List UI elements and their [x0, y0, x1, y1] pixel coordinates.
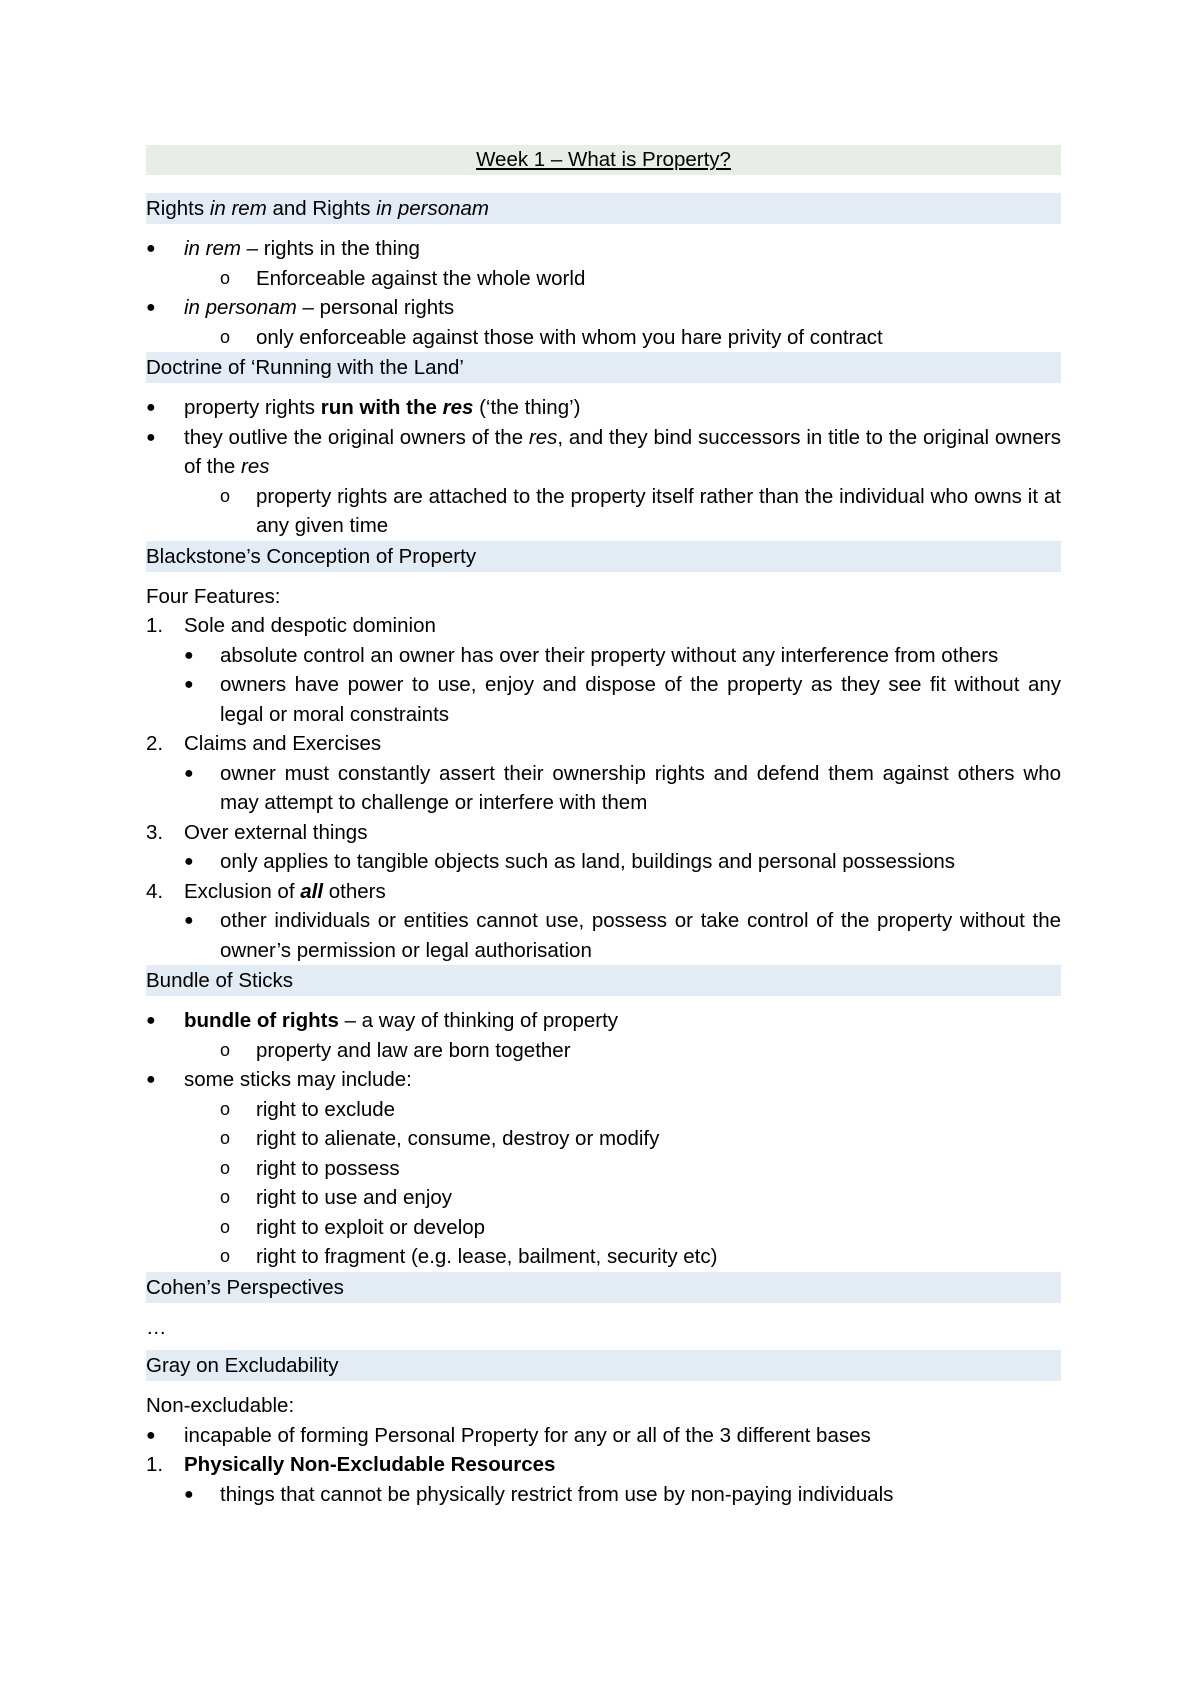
bullet-disc-icon: ● [184, 764, 194, 782]
heading-italic: in rem [209, 197, 267, 220]
numbered-item [146, 877, 1061, 907]
list-item-text: some sticks may include: [184, 1068, 412, 1091]
bullet-circle-icon: o [220, 1128, 231, 1148]
numbered-item-text: Claims and Exercises [184, 732, 382, 755]
heading-text: Rights [146, 197, 210, 220]
document-content [146, 145, 1061, 1509]
numbered-item [146, 818, 1061, 848]
section-heading-gray: Gray on Excludability [146, 1350, 1061, 1381]
bullet-disc-icon: ● [184, 912, 194, 929]
list-item [146, 906, 1061, 965]
list-item-italic: in rem [184, 237, 241, 260]
bullet-disc-icon: ● [146, 1071, 156, 1088]
sub-list-item-text: right to exploit or develop [256, 1215, 486, 1239]
list-item-text: other individuals or entities cannot use, possess or take control of the property without the owner’s permission or legal authorisation [220, 909, 1061, 962]
bullet-circle-icon: o [220, 267, 231, 288]
heading-italic: in personam [376, 197, 489, 220]
bullet-circle-icon: o [220, 1157, 231, 1178]
bullet-circle-icon: o [220, 1039, 231, 1060]
bullet-circle-icon: o [220, 1098, 231, 1119]
section-heading-rights [146, 193, 1061, 224]
sub-list-item-text: property and law are born together [256, 1038, 571, 1062]
numbered-item [146, 729, 1061, 759]
list-item-text: they outlive the original owners of the [184, 425, 529, 449]
list-item [146, 393, 1061, 423]
sub-list-item-text: right to possess [256, 1156, 400, 1180]
list-item-bold: bundle of rights [184, 1009, 339, 1032]
sub-list-item [146, 1036, 1061, 1066]
list-item-text: absolute control an owner has over their property without any interference from others [220, 643, 999, 667]
list-item-text: owners have power to use, enjoy and dispose of the property as they see fit without any legal or moral constraints [220, 673, 1061, 726]
numbered-item-text: Sole and despotic dominion [184, 614, 436, 637]
list-item [146, 1421, 1061, 1451]
bullet-disc-icon: ● [184, 676, 194, 693]
list-item-bold-italic: res [442, 396, 474, 419]
numbered-item-bold: Physically Non-Excludable Resources [184, 1453, 556, 1476]
numbered-item-text: Over external things [184, 820, 368, 844]
list-item [146, 1065, 1061, 1095]
section-body: … [146, 1315, 167, 1339]
list-item [146, 1480, 1061, 1510]
item-number: 1. [146, 614, 164, 637]
bullet-circle-icon: o [220, 1216, 231, 1237]
numbered-item-text: others [323, 879, 386, 903]
sub-list-item-text: right to fragment (e.g. lease, bailment, security etc) [256, 1245, 718, 1268]
list-item-bold: run with the [320, 396, 443, 419]
sub-list-item [146, 1213, 1061, 1243]
heading-text: and Rights [266, 197, 377, 220]
numbered-item-text: Exclusion of [184, 879, 301, 903]
list-item-italic: res [528, 425, 558, 449]
list-item-text: things that cannot be physically restrict from use by non-paying individuals [220, 1482, 894, 1506]
sub-list-item [146, 323, 1061, 353]
bullet-disc-icon: ● [146, 399, 156, 416]
bullet-disc-icon: ● [146, 428, 156, 446]
list-item-italic: res [241, 455, 270, 478]
bullet-disc-icon: ● [184, 1485, 194, 1503]
page-title: Week 1 – What is Property? [146, 145, 1061, 175]
item-number: 4. [146, 879, 164, 903]
bullet-circle-icon: o [220, 1246, 231, 1266]
item-number: 3. [146, 820, 164, 844]
sub-list-item [146, 1095, 1061, 1125]
sub-list-item [146, 1183, 1061, 1213]
list-item-text: – personal rights [296, 296, 455, 319]
list-item-text: owner must constantly assert their ownership rights and defend them against others who may attempt to challenge or interfere with them [220, 761, 1061, 814]
list-item [146, 423, 1061, 482]
bullet-disc-icon: ● [146, 1012, 156, 1029]
list-item-italic: in personam [184, 296, 297, 319]
sub-list-item [146, 1242, 1061, 1272]
section-intro: Non-excludable: [146, 1394, 295, 1417]
numbered-item-bold-italic: all [300, 879, 324, 903]
sub-list-item [146, 482, 1061, 541]
list-item-text: property rights [184, 396, 321, 419]
numbered-item [146, 1450, 1061, 1480]
list-item [146, 1006, 1061, 1036]
numbered-item [146, 611, 1061, 641]
list-item [146, 234, 1061, 264]
bullet-circle-icon: o [220, 485, 231, 506]
sub-list-item [146, 1154, 1061, 1184]
bullet-disc-icon: ● [146, 240, 156, 257]
sub-list-item-text: property rights are attached to the property itself rather than the individual who owns it at any given time [256, 484, 1061, 537]
section-heading-cohen: Cohen’s Perspectives [146, 1272, 1061, 1303]
bullet-disc-icon: ● [184, 853, 194, 870]
sub-list-item-text: right to alienate, consume, destroy or modify [256, 1127, 660, 1150]
list-item-text: (‘the thing’) [473, 396, 581, 419]
bullet-disc-icon: ● [146, 1426, 156, 1444]
section-heading-bundle-of-sticks: Bundle of Sticks [146, 965, 1061, 996]
sub-list-item [146, 264, 1061, 294]
sub-list-item-text: Enforceable against the whole world [256, 266, 586, 290]
list-item [146, 847, 1061, 877]
list-item-text: – rights in the thing [240, 237, 420, 260]
sub-list-item-text: only enforceable against those with whom you hare privity of contract [256, 325, 883, 349]
sub-list-item-text: right to exclude [256, 1097, 396, 1121]
item-number: 2. [146, 732, 164, 755]
item-number: 1. [146, 1453, 164, 1476]
sub-list-item-text: right to use and enjoy [256, 1186, 453, 1209]
list-item-text: , and they bind successors in title to the original owners of the [184, 425, 1061, 478]
section-intro: Four Features: [146, 584, 281, 608]
bullet-disc-icon: ● [184, 646, 194, 664]
sub-list-item [146, 1124, 1061, 1154]
bullet-circle-icon: o [220, 1187, 231, 1207]
list-item [146, 759, 1061, 818]
list-item-text: incapable of forming Personal Property for any or all of the 3 different bases [184, 1423, 871, 1447]
list-item-text: only applies to tangible objects such as land, buildings and personal possessions [220, 850, 956, 873]
list-item-text: – a way of thinking of property [338, 1009, 619, 1032]
section-heading-running-with-land: Doctrine of ‘Running with the Land’ [146, 352, 1061, 383]
list-item [146, 641, 1061, 671]
section-heading-blackstone: Blackstone’s Conception of Property [146, 541, 1061, 572]
list-item [146, 293, 1061, 323]
list-item [146, 670, 1061, 729]
bullet-disc-icon: ● [146, 299, 156, 316]
bullet-circle-icon: o [220, 326, 231, 347]
